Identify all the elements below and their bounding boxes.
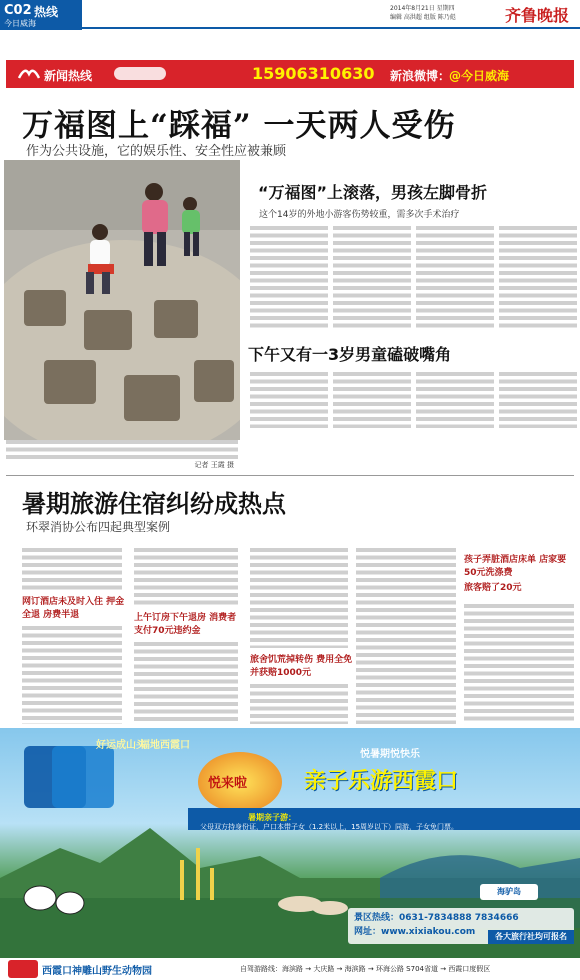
news-photo xyxy=(4,160,240,440)
dateline xyxy=(390,4,505,22)
weibo-handle[interactable]: @今日威海 xyxy=(449,69,510,83)
story-two-headline: 下午又有一3岁男童磕破嘴角 xyxy=(248,345,452,364)
feature-col-1-text-a xyxy=(22,548,122,590)
dateline-editors: 编辑 高洪超 组版 陈乃彪 xyxy=(390,14,456,21)
ad-phone-number: 0631-7834888 7834666 xyxy=(399,913,519,923)
feature-col-2-text-b xyxy=(134,642,238,724)
lead-deck: 作为公共设施，它的娱乐性、安全性应被兼顾 xyxy=(26,144,287,159)
weibo-label: 新浪微博： xyxy=(390,69,451,83)
ad-tagline: 悦暑期悦快乐 xyxy=(360,749,420,760)
caption-text-lines xyxy=(6,440,238,460)
caption-credit: 记者 王霞 摄 xyxy=(194,461,234,469)
story-one-col-4 xyxy=(499,226,577,330)
dateline-date: 2014年8月21日 星期四 xyxy=(390,5,455,12)
feature-deck: 环翠消协公布四起典型案例 xyxy=(26,520,171,534)
ad-agencies-note: 各大旅行社均可报名 xyxy=(488,930,574,944)
feature-col-4-text xyxy=(356,548,456,724)
ad-offer-heading: 暑期亲子游： xyxy=(248,813,296,822)
ad-web-url: www.xixiakou.com xyxy=(381,927,476,937)
story-one-deck: 这个14岁的外地小游客伤势较重，需多次手术治疗 xyxy=(259,210,460,220)
section-divider xyxy=(6,475,574,476)
section-sub: 今日威海 xyxy=(4,19,36,28)
story-one-col-1 xyxy=(250,226,328,330)
story-one-headline: “万福图”上滚落，男孩左脚骨折 xyxy=(258,183,488,202)
feature-col-1-text-b xyxy=(22,626,122,724)
feature-headline: 暑期旅游住宿纠纷成热点 xyxy=(22,489,286,518)
zoo-logo-icon xyxy=(8,960,38,978)
ad-slogan-2: 福地西霞口 xyxy=(140,740,190,751)
ad-oval-text: 悦来啦 xyxy=(208,776,248,791)
ad-slogan-1: 好运成山头 xyxy=(96,740,146,751)
hotline-phone[interactable]: 15906310630 xyxy=(252,64,375,83)
ad-web-label: 网址： xyxy=(354,927,382,937)
media-logo xyxy=(114,67,166,80)
section-code: C02 xyxy=(4,3,32,18)
section-badge xyxy=(0,0,82,30)
ad-title: 亲子乐游西霞口 xyxy=(304,769,459,794)
ad-footer-title: 西霞口神雕山野生动物园 xyxy=(42,966,152,977)
section-name: 热线 xyxy=(34,5,59,19)
feature-col-2-text-a xyxy=(134,548,238,606)
feature-col-3-text-a xyxy=(250,548,348,648)
story-two-col-4 xyxy=(499,372,577,428)
story-one-col-3 xyxy=(416,226,494,330)
lead-headline: 万福图上“踩福” 一天两人受伤 xyxy=(22,108,456,144)
ad-website[interactable] xyxy=(354,924,475,937)
hotline-title: 新闻热线 xyxy=(44,69,93,83)
feature-subhead-2: 上午订房下午退房 消费者支付70元违约金 xyxy=(134,613,237,636)
seagull-icon xyxy=(18,64,40,84)
ad-phone[interactable] xyxy=(354,910,519,923)
feature-subhead-1: 网订酒店未及时入住 押金全退 房费半退 xyxy=(22,597,125,620)
story-two-col-3 xyxy=(416,372,494,428)
story-two-col-2 xyxy=(333,372,411,428)
feature-subhead-5b: 旅客赔了20元 xyxy=(464,583,522,593)
header-rule xyxy=(82,27,580,29)
ad-island-badge: 海驴岛 xyxy=(480,884,538,900)
ad-phone-label: 景区热线： xyxy=(354,913,400,923)
feature-subhead-5a: 孩子弄脏酒店床单 店家要50元洗涤费 xyxy=(464,555,567,578)
ad-logo-2 xyxy=(52,746,114,808)
feature-col-3-text-b xyxy=(250,684,348,724)
photo-caption xyxy=(6,440,238,470)
story-one-col-2 xyxy=(333,226,411,330)
ad-footer-route: 自驾游路线：海滨路 → 大庆路 → 海滨路 → 环海公路 S704省道 → 西霞口度假区 xyxy=(240,965,491,973)
hotline-banner xyxy=(6,60,574,88)
feature-subhead-3: 旅舍饥荒掉转伤 费用全免并获赔1000元 xyxy=(250,655,353,678)
ad-offer-text: 父母双方持身份证，户口本带子女（1.2米以上，15周岁以下）同游，子女免门票。 xyxy=(200,823,459,831)
paper-logo: 齐鲁晚报 xyxy=(505,6,570,25)
feature-col-5-text xyxy=(464,604,574,724)
story-two-col-1 xyxy=(250,372,328,428)
